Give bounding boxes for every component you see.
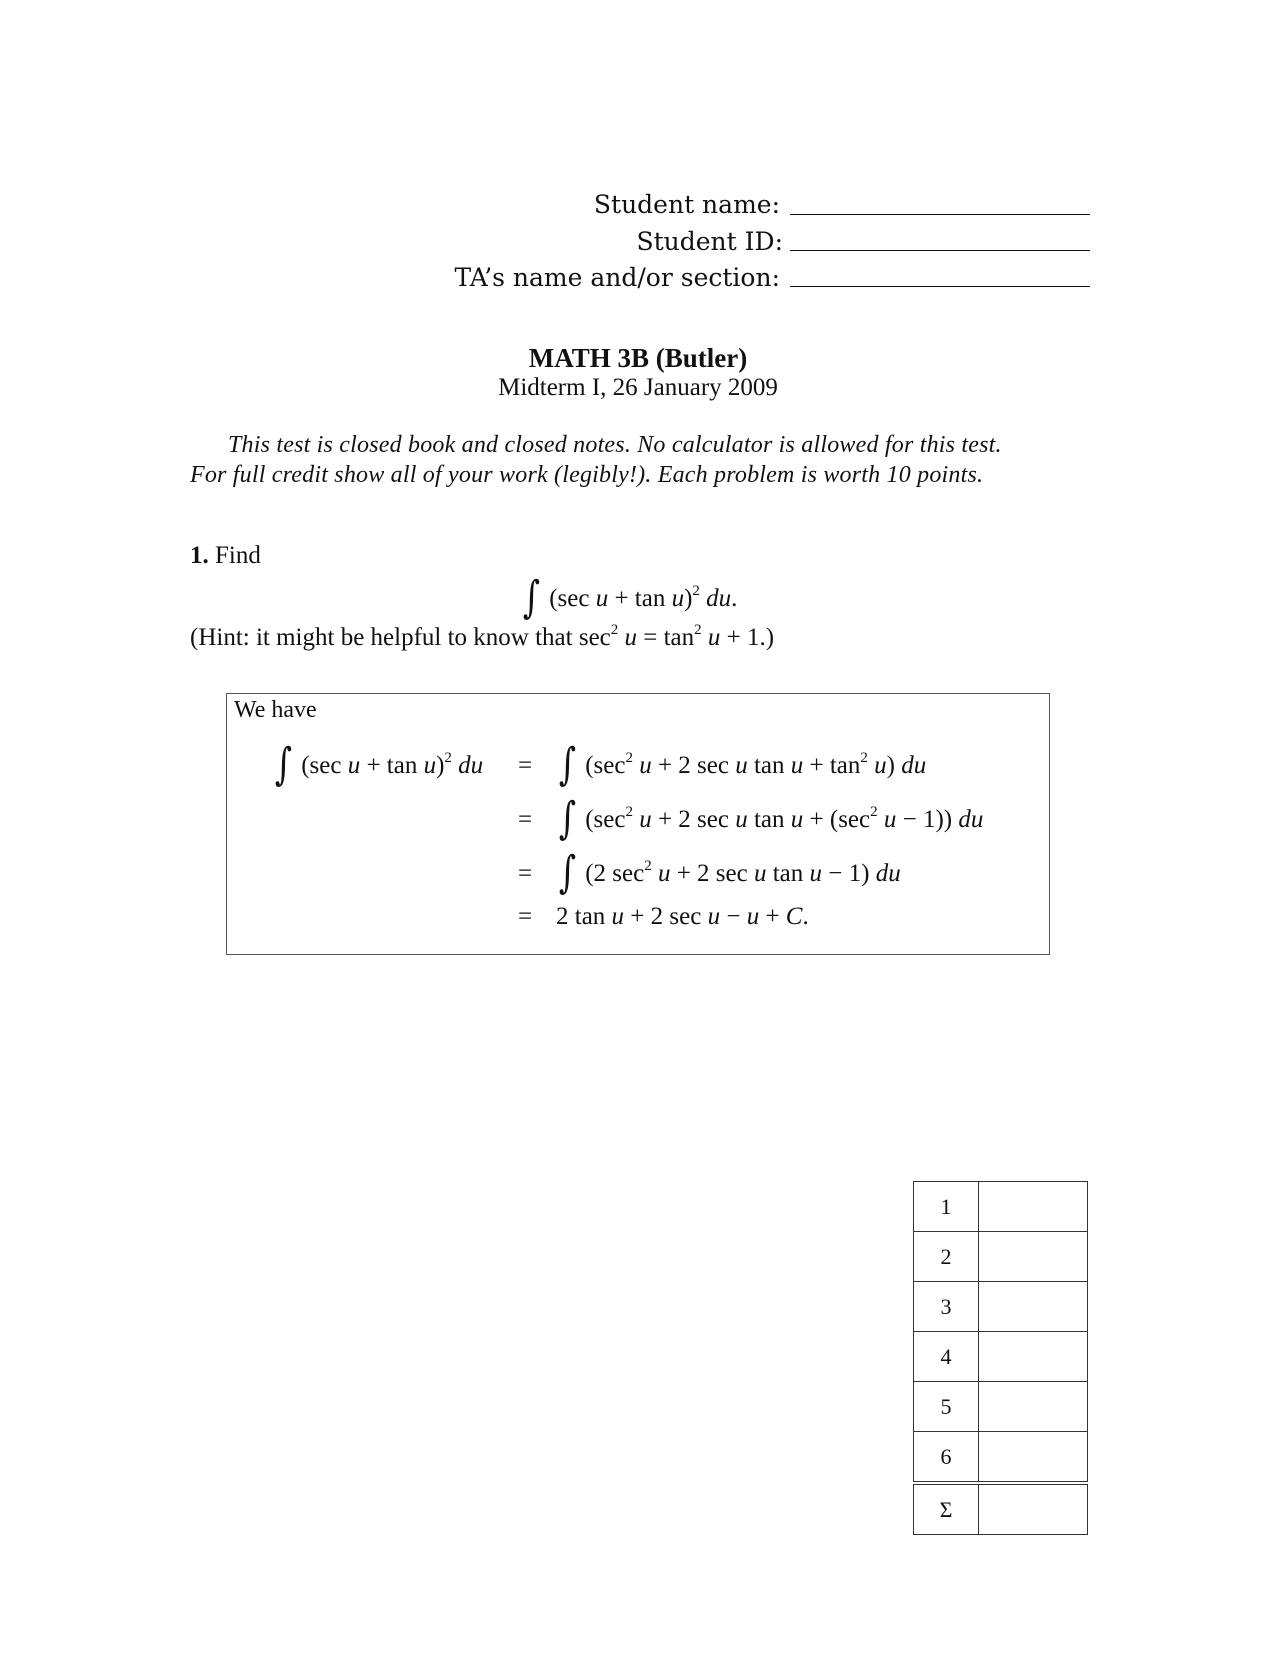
score-total-table — [913, 1484, 1088, 1535]
score-cell[interactable] — [979, 1332, 1088, 1382]
exam-subtitle: Midterm I, 26 January 2009 — [498, 374, 778, 401]
solution-step-2: ∫ ($\sec^2$ u + 2 sec u $\tan u + (\sec^2$ u − 1)) du — [558, 793, 984, 844]
problem-1-statement — [190, 542, 261, 570]
hint-suffix: .) — [759, 624, 775, 651]
problem-number-cell: 3 — [914, 1282, 979, 1332]
problem-prompt: Find — [215, 542, 261, 569]
problem-number-cell: 4 — [914, 1332, 979, 1382]
problem-number-cell: 6 — [914, 1432, 979, 1482]
solution-intro: We have — [234, 697, 317, 723]
student-id-line[interactable] — [790, 250, 1090, 251]
equals-3: = — [518, 860, 533, 887]
score-row — [914, 1432, 1088, 1482]
score-row — [914, 1382, 1088, 1432]
score-cell[interactable] — [979, 1382, 1088, 1432]
ta-section-label: TA’s name and/or section: — [454, 263, 780, 292]
score-table — [913, 1181, 1088, 1482]
ta-section-line[interactable] — [790, 286, 1090, 287]
problem-number-cell: 2 — [914, 1232, 979, 1282]
total-score-cell[interactable] — [979, 1485, 1088, 1535]
equals-2: = — [518, 806, 533, 833]
score-row — [914, 1282, 1088, 1332]
student-id-label: Student ID: — [636, 227, 783, 256]
score-row — [914, 1232, 1088, 1282]
instructions-line-2: For full credit show all of your work (legibly!). Each problem is worth 10 points. — [190, 462, 984, 488]
equals-1: = — [518, 752, 533, 779]
solution-step-1: ∫ ($\sec^2$ u + 2 sec u $\tan u + \tan^2 u$) du — [558, 739, 927, 790]
score-cell[interactable] — [979, 1432, 1088, 1482]
solution-lhs: ∫ (sec u + tan u)$^2$ du — [274, 739, 484, 790]
score-row — [914, 1182, 1088, 1232]
score-cell[interactable] — [979, 1232, 1088, 1282]
score-row — [914, 1332, 1088, 1382]
hint-prefix: (Hint: it might be helpful to know that — [190, 624, 579, 651]
problem-integral: ∫ (sec u + tan u)$^2$ du. — [522, 572, 738, 623]
solution-result: 2 tan u + 2 sec u − u + C. — [556, 903, 809, 930]
solution-step-3: ∫ (2 $\sec^2 u + 2$ sec u tan u − 1) du — [558, 847, 901, 898]
instructions-line-1: This test is closed book and closed notes. No calculator is allowed for this test. — [228, 432, 1002, 458]
course-title: MATH 3B (Butler) — [528, 343, 748, 373]
total-label-cell: Σ — [914, 1485, 979, 1535]
problem-number-cell: 5 — [914, 1382, 979, 1432]
score-total-row — [914, 1485, 1088, 1535]
equals-4: = — [518, 903, 533, 930]
problem-hint: (Hint: it might be helpful to know that $\sec^2 u = \tan^2 u + 1$.) — [190, 622, 775, 651]
problem-number-cell: 1 — [914, 1182, 979, 1232]
problem-number: 1. — [190, 542, 209, 569]
student-name-line[interactable] — [790, 214, 1090, 215]
score-cell[interactable] — [979, 1282, 1088, 1332]
score-cell[interactable] — [979, 1182, 1088, 1232]
student-name-label: Student name: — [593, 190, 780, 219]
